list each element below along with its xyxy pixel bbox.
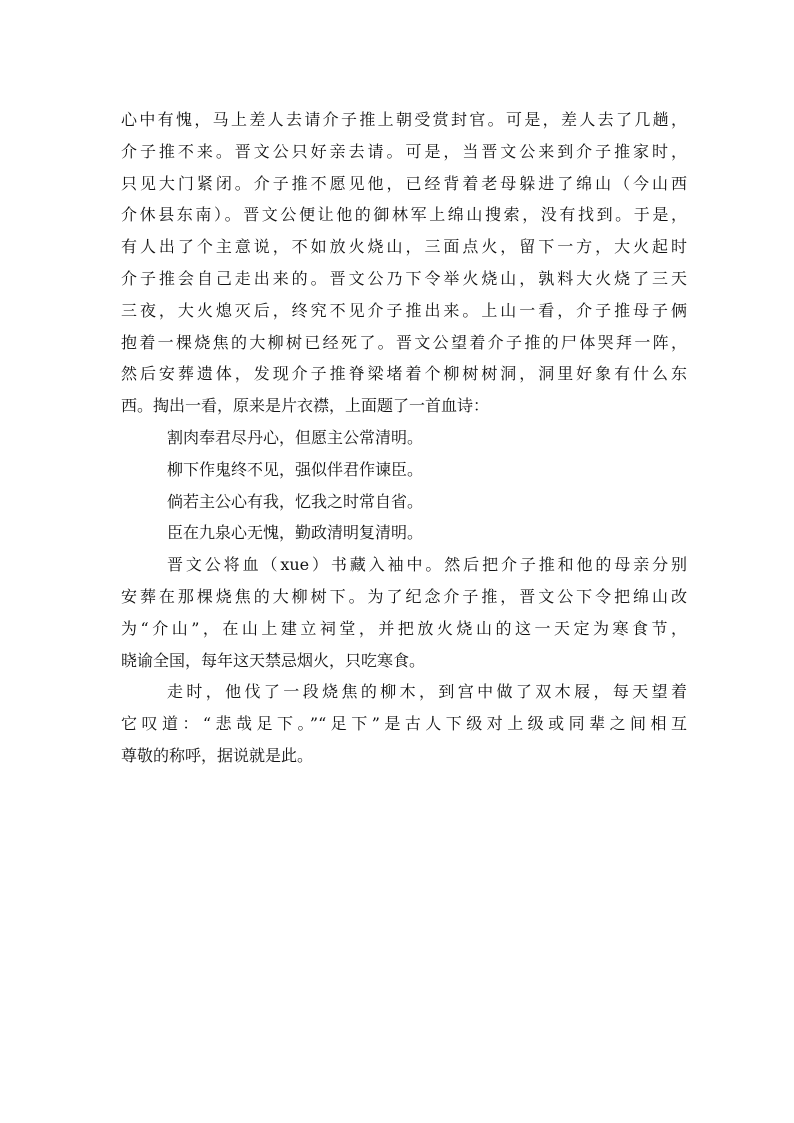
poem-line: 柳下作鬼终不见，强似伴君作谏臣。 [167,459,424,479]
document-body [121,104,687,772]
text-line: 尊敬的称呼，据说就是此。 [121,745,314,765]
text-line: 只见大门紧闭。介子推不愿见他，已经背着老母躲进了绵山（今山西 [121,173,687,193]
poem-line: 臣在九泉心无愧，勤政清明复清明。 [167,523,424,543]
text-line: 走时，他伐了一段烧焦的柳木，到宫中做了双木屐，每天望着 [167,682,687,702]
text-line: 有人出了个主意说，不如放火烧山，三面点火，留下一方，大火起时 [121,237,687,257]
text-line: 它叹道：“悲哉足下。”“足下”是古人下级对上级或同辈之间相互 [121,714,687,734]
text-line: 介子推不来。晋文公只好亲去请。可是，当晋文公来到介子推家时， [121,141,687,161]
text-line: 西。掏出一看，原来是片衣襟，上面题了一首血诗： [121,396,490,416]
text-line: 为“介山”，在山上建立祠堂，并把放火烧山的这一天定为寒食节， [121,618,687,638]
poem-line: 倘若主公心有我，忆我之时常自省。 [167,491,424,511]
text-line: 介子推会自己走出来的。晋文公乃下令举火烧山，孰料大火烧了三天 [121,268,687,288]
text-line: 晓谕全国，每年这天禁忌烟火，只吃寒食。 [121,650,426,670]
text-line: 心中有愧，马上差人去请介子推上朝受赏封官。可是，差人去了几趟， [121,110,687,129]
text-line: 三夜，大火熄灭后，终究不见介子推出来。上山一看，介子推母子俩 [121,300,687,320]
text-line: 安葬在那棵烧焦的大柳树下。为了纪念介子推，晋文公下令把绵山改 [121,586,687,606]
text-line: 介休县东南）。晋文公便让他的御林军上绵山搜索，没有找到。于是， [121,205,687,225]
text-line: 晋文公将血（xue）书藏入袖中。然后把介子推和他的母亲分别 [167,555,687,575]
text-line: 然后安葬遗体，发现介子推脊梁堵着个柳树树洞，洞里好象有什么东 [121,364,687,384]
text-line: 抱着一棵烧焦的大柳树已经死了。晋文公望着介子推的尸体哭拜一阵， [121,332,687,352]
poem-line: 割肉奉君尽丹心，但愿主公常清明。 [167,427,424,447]
